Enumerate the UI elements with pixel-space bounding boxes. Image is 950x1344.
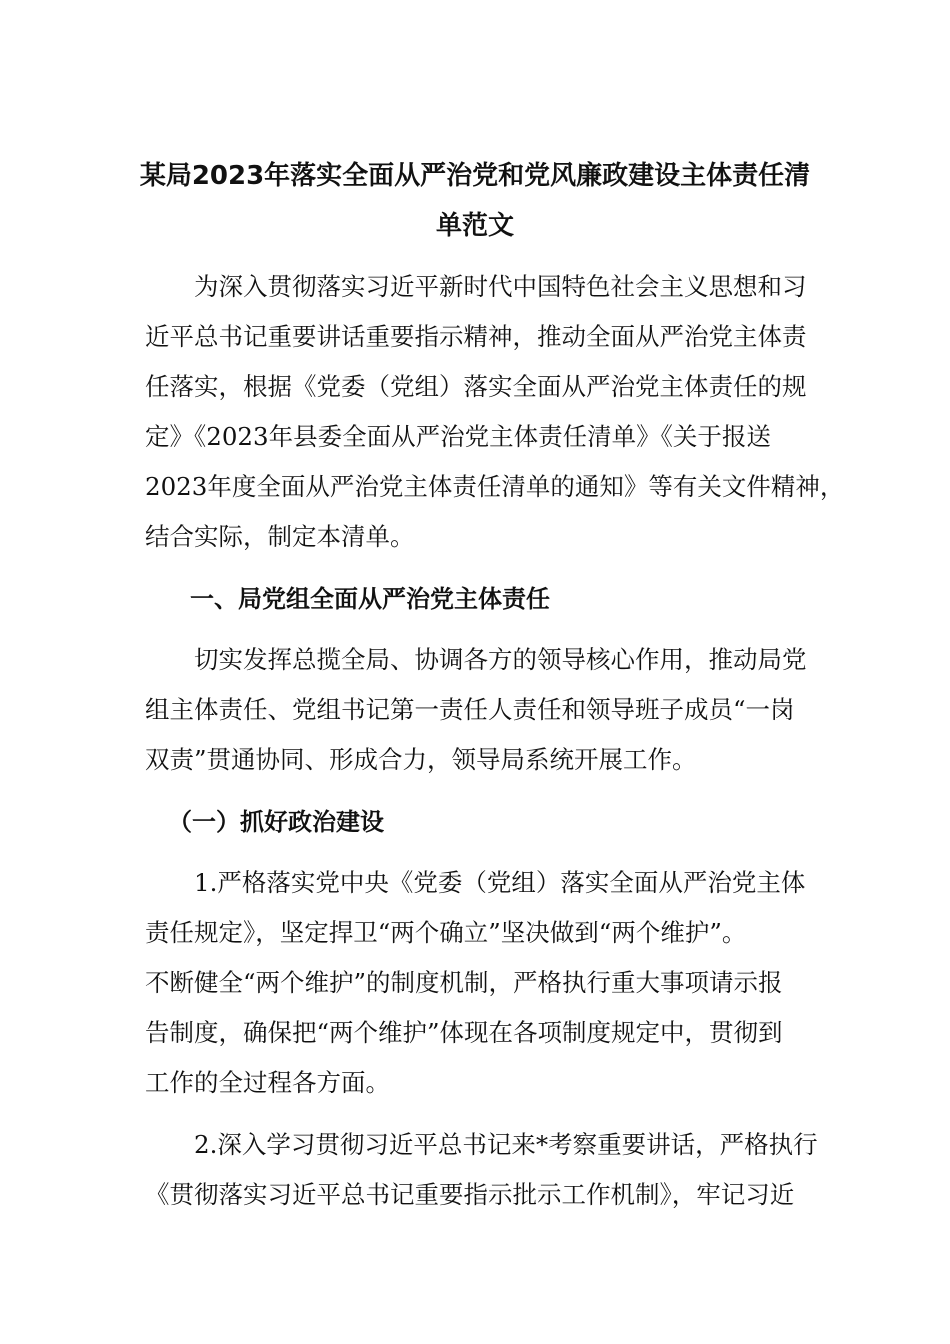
intro-line: 近平总书记重要讲话重要指示精神，推动全面从严治党主体责 bbox=[145, 322, 807, 351]
item-line: 工作的全过程各方面。 bbox=[145, 1068, 390, 1097]
item-line: 不断健全“两个维护”的制度机制，严格执行重大事项请示报 bbox=[145, 968, 783, 997]
intro-line: 为深入贯彻落实习近平新时代中国特色社会主义思想和习 bbox=[145, 272, 807, 301]
item-line: 告制度，确保把“两个维护”体现在各项制度规定中，贯彻到 bbox=[145, 1018, 783, 1047]
document-title-line-1: 某局2023年落实全面从严治党和党风廉政建设主体责任清 bbox=[139, 161, 811, 191]
intro-line: 定》《2023年县委全面从严治党主体责任清单》《关于报送 bbox=[145, 422, 771, 451]
item-line: 2.深入学习贯彻习近平总书记来*考察重要讲话，严格执行 bbox=[145, 1130, 818, 1159]
intro-line: 结合实际，制定本清单。 bbox=[145, 522, 415, 551]
section-body-line: 双责”贯通协同、形成合力，领导局系统开展工作。 bbox=[145, 745, 697, 774]
section-body-line: 组主体责任、党组书记第一责任人责任和领导班子成员“一岗 bbox=[145, 695, 795, 724]
item-line: 1.严格落实党中央《党委（党组）落实全面从严治党主体 bbox=[145, 868, 806, 897]
document-title-line-2: 单范文 bbox=[435, 211, 514, 241]
item-line: 责任规定》，坚定捍卫“两个确立”坚决做到“两个维护”。 bbox=[145, 918, 747, 947]
intro-line: 2023年度全面从严治党主体责任清单的通知》等有关文件精神， bbox=[145, 472, 845, 501]
item-line: 《贯彻落实习近平总书记重要指示批示工作机制》，牢记习近 bbox=[145, 1180, 795, 1209]
section-heading: 一、局党组全面从严治党主体责任 bbox=[190, 585, 550, 613]
subsection-heading: （一）抓好政治建设 bbox=[168, 808, 384, 836]
section-body-line: 切实发挥总揽全局、协调各方的领导核心作用，推动局党 bbox=[145, 645, 807, 674]
intro-line: 任落实，根据《党委（党组）落实全面从严治党主体责任的规 bbox=[145, 372, 807, 401]
